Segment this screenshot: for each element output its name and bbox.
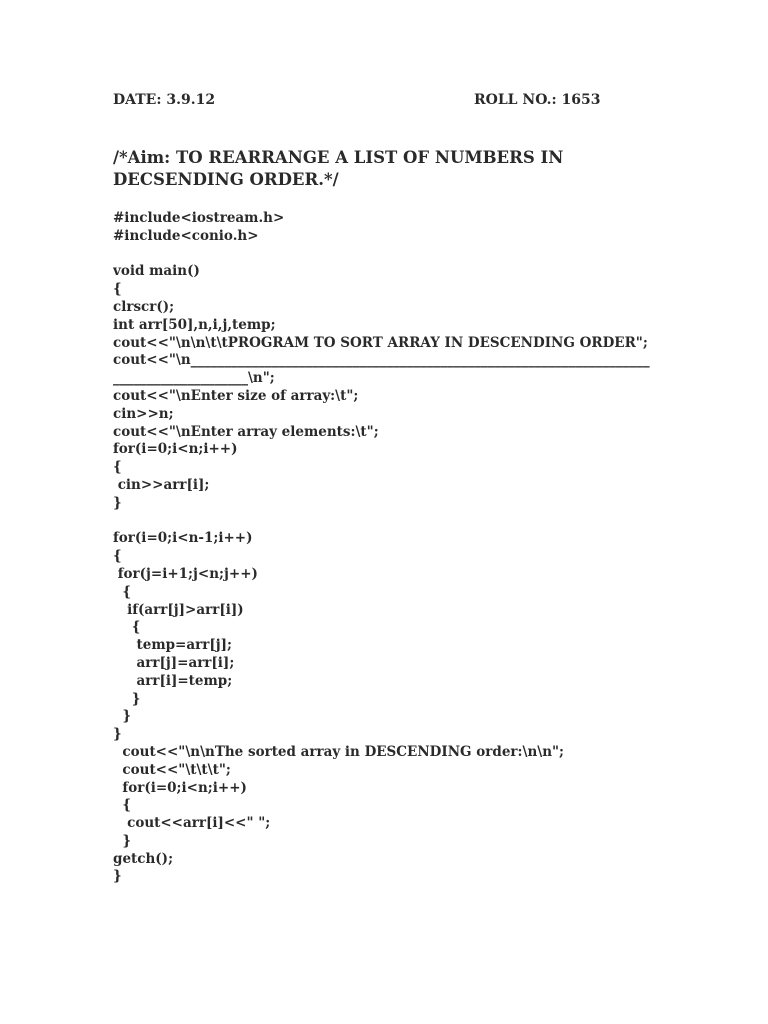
code-line: cout<<"\n\n\t\tPROGRAM TO SORT ARRAY IN DESCENDING ORDER"; [113,334,648,351]
code-line: void main() [113,263,200,280]
code-line: { [113,281,122,298]
code-line: ____________________\n"; [113,370,275,387]
code-line: arr[i]=temp; [113,672,233,689]
code-line: } [113,832,132,849]
code-line: { [113,797,132,814]
code-line: cout<<"\n\nThe sorted array in DESCENDING order:\n\n"; [113,743,565,760]
code-line: for(i=0;i<n;i++) [113,441,238,458]
code-line: cout<<"\nEnter array elements:\t"; [113,423,379,440]
code-line: getch(); [113,850,174,867]
code-line: cin>>arr[i]; [113,476,210,493]
roll-number-label: ROLL NO.: 1653 [474,92,601,108]
code-line: } [113,868,122,885]
code-line: cout<<"\nEnter size of array:\t"; [113,387,359,404]
aim-heading: /*Aim: TO REARRANGE A LIST OF NUMBERS IN DECSENDING ORDER.*/ [113,148,564,189]
code-line: } [113,494,122,511]
code-line: for(i=0;i<n;i++) [113,779,247,796]
code-line: { [113,583,132,600]
code-line: cout<<"\t\t\t"; [113,761,231,778]
code-line: cout<<"\n____________________________________________________________________ [113,352,650,369]
code-line [113,246,673,264]
code-line: cin>>n; [113,405,174,422]
code-line: for(j=i+1;j<n;j++) [113,565,258,582]
code-line: arr[j]=arr[i]; [113,654,235,671]
code-line: { [113,459,122,476]
code-block [113,210,673,886]
code-line: } [113,726,122,743]
code-line: clrscr(); [113,298,175,315]
code-line: int arr[50],n,i,j,temp; [113,316,276,333]
code-line: } [113,690,141,707]
code-line: { [113,548,122,565]
code-line: #include<conio.h> [113,227,259,244]
code-line: #include<iostream.h> [113,210,285,226]
code-line: for(i=0;i<n-1;i++) [113,530,253,547]
date-label: DATE: 3.9.12 [113,92,216,108]
code-line: if(arr[j]>arr[i]) [113,601,244,618]
code-line [113,513,673,531]
code-line: { [113,619,141,636]
code-line: cout<<arr[i]<<" "; [113,815,271,832]
code-line: } [113,708,132,725]
code-line: temp=arr[j]; [113,637,232,654]
